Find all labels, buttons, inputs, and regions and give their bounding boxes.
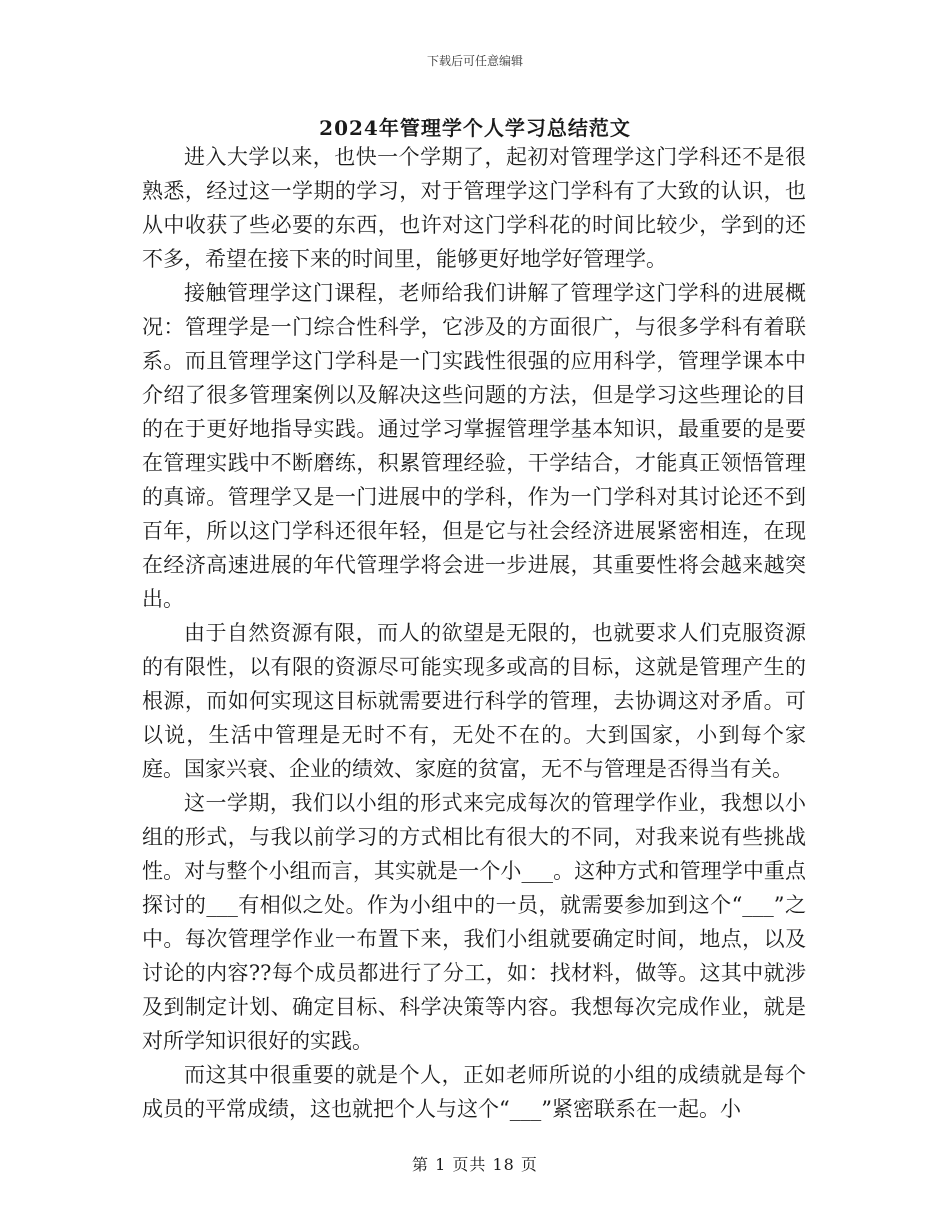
document-title: 2024年管理学个人学习总结范文 <box>319 116 631 140</box>
paragraph-4: 这一学期，我们以小组的形式来完成每次的管理学作业，我想以小组的形式，与我以前学习的方式相比有很大的不同，对我来说有些挑战性。对与整个小组而言，其实就是一个小___。这种方式和管理学中重点探讨的___有相似之处。作为小组中的一员，就需要参加到这个“___”之中。每次管理学作业一布置下来，我们小组就要确定时间，地点，以及讨论的内容??每个成员都进行了分工，如：找材料，做等。这其中就涉及到制定计划、确定目标、科学决策等内容。我想每次完成作业，就是对所学知识很好的实践。 <box>142 791 806 1053</box>
page-footer: 第 1 页共 18 页 <box>412 1155 538 1174</box>
paragraph-5: 而这其中很重要的就是个人，正如老师所说的小组的成绩就是每个成员的平常成绩，这也就把个人与这个“___”紧密联系在一起。小 <box>142 1063 806 1121</box>
paragraph-3: 由于自然资源有限，而人的欲望是无限的，也就要求人们克服资源的有限性，以有限的资源尽可能实现多或高的目标，这就是管理产生的根源，而如何实现这目标就需要进行科学的管理，去协调这对矛盾。可以说，生活中管理是无时不有，无处不在的。大到国家，小到每个家庭。国家兴衰、企业的绩效、家庭的贫富，无不与管理是否得当有关。 <box>142 621 806 781</box>
paragraph-1: 进入大学以来，也快一个学期了，起初对管理学这门学科还不是很熟悉，经过这一学期的学习，对于管理学这门学科有了大致的认识，也从中收获了些必要的东西，也许对这门学科花的时间比较少，学到的还不多，希望在接下来的时间里，能够更好地学好管理学。 <box>142 145 806 271</box>
paragraph-2: 接触管理学这门课程，老师给我们讲解了管理学这门学科的进展概况：管理学是一门综合性科学，它涉及的方面很广，与很多学科有着联系。而且管理学这门学科是一门实践性很强的应用科学，管理学课本中介绍了很多管理案例以及解决这些问题的方法，但是学习这些理论的目的在于更好地指导实践。通过学习掌握管理学基本知识，最重要的是要在管理实践中不断磨练，积累管理经验，干学结合，才能真正领悟管理的真谛。管理学又是一门进展中的学科，作为一门学科对其讨论还不到百年，所以这门学科还很年轻，但是它与社会经济进展紧密相连，在现在经济高速进展的年代管理学将会进一步进展，其重要性将会越来越突出。 <box>142 281 806 611</box>
page-header: 下载后可任意编辑 <box>426 54 523 68</box>
document-body <box>142 140 806 1126</box>
